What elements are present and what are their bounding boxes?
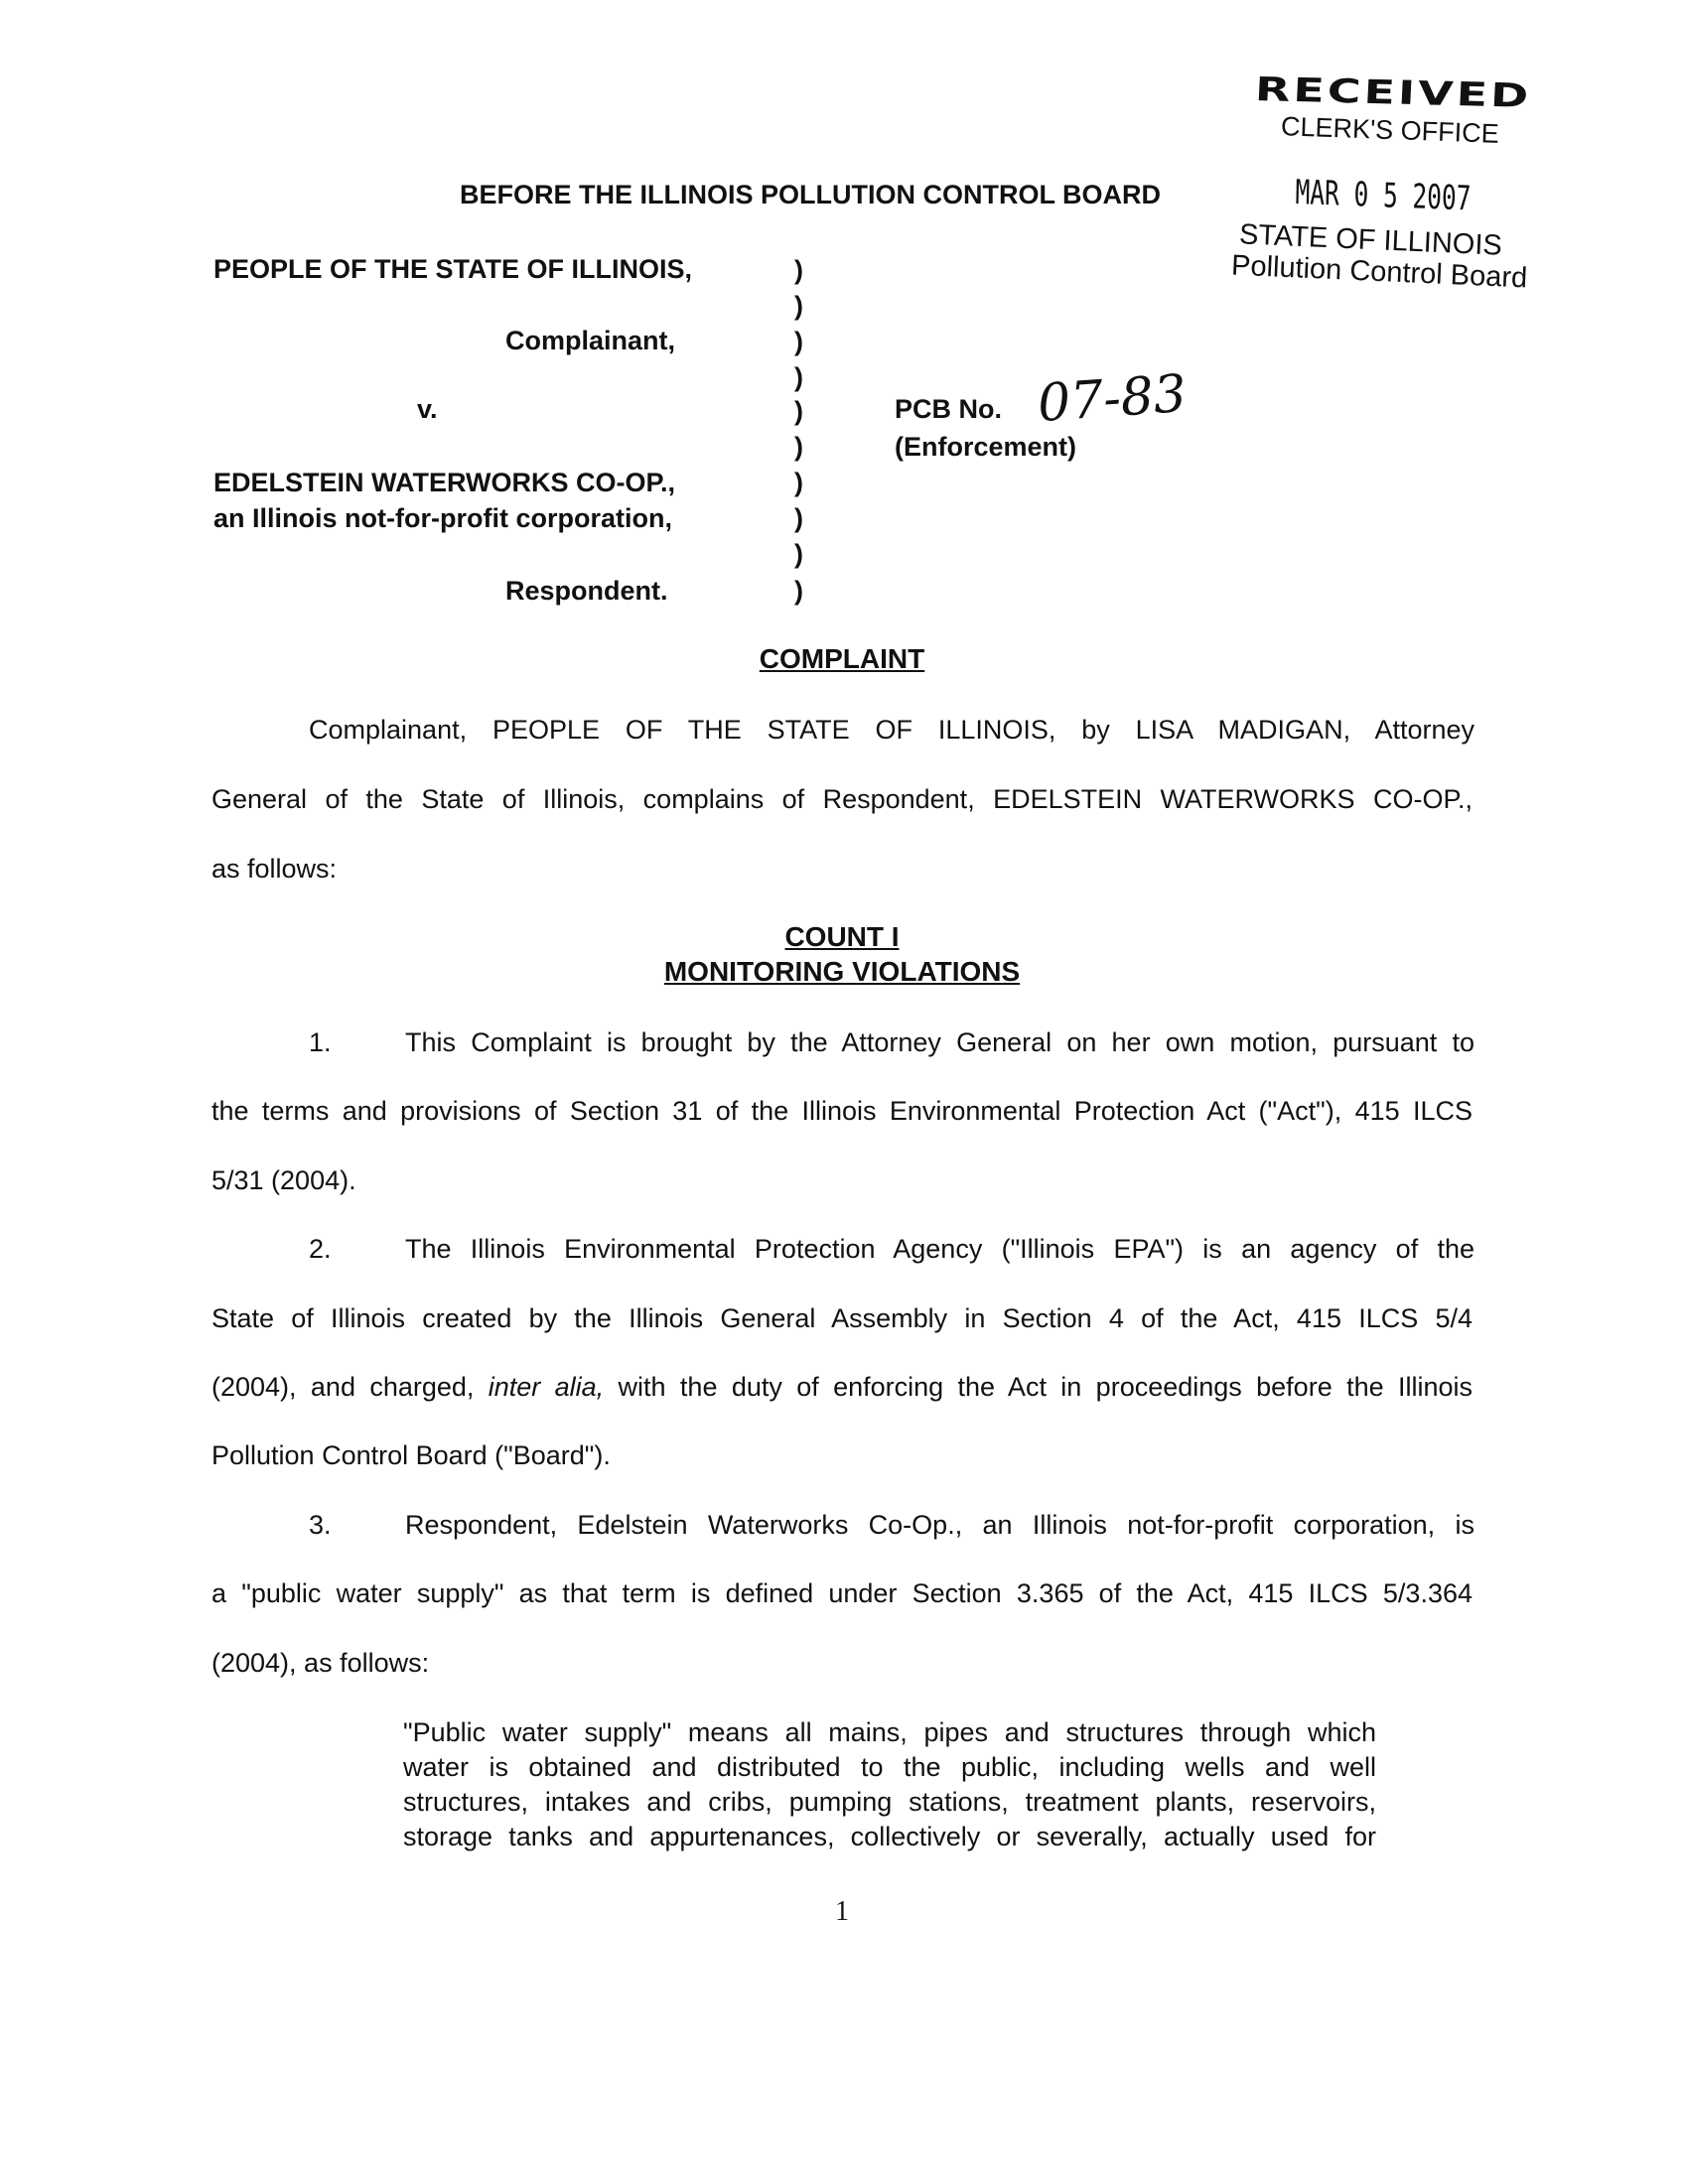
quote-line-3: structures, intakes and cribs, pumping stations, treatment plants, reservoirs, — [403, 1787, 1376, 1817]
paragraph-number: 3. — [309, 1510, 332, 1540]
caption-paren: ) — [794, 432, 803, 462]
p2-line-4: Pollution Control Board ("Board"). — [211, 1440, 611, 1470]
page-number: 1 — [835, 1896, 849, 1927]
caption-paren: ) — [794, 539, 803, 569]
respondent-name: EDELSTEIN WATERWORKS CO-OP., — [213, 468, 676, 497]
quote-line-1: "Public water supply" means all mains, pipes and structures through which — [403, 1717, 1376, 1747]
intro-line-1: Complainant, PEOPLE OF THE STATE OF ILLINOIS, by LISA MADIGAN, Attorney — [309, 715, 1474, 745]
caption-paren: ) — [794, 327, 803, 356]
p2-line-1: The Illinois Environmental Protection Agency ("Illinois EPA") is an agency of the — [405, 1234, 1474, 1264]
count-title: COUNT I — [784, 921, 900, 952]
caption-paren: ) — [794, 576, 803, 606]
caption-paren: ) — [794, 503, 803, 533]
pcb-label: PCB No. — [895, 394, 1002, 424]
p3-line-1: Respondent, Edelstein Waterworks Co-Op., an Illinois not-for-profit corporation, is — [405, 1510, 1474, 1540]
intro-line-3: as follows: — [211, 854, 338, 884]
p2-line-3-a: (2004), and charged, — [211, 1372, 489, 1402]
board-title: BEFORE THE ILLINOIS POLLUTION CONTROL BOARD — [460, 180, 1161, 209]
clerk-office-stamp: CLERK'S OFFICE — [1280, 111, 1500, 149]
p2-line-3 — [211, 1372, 1473, 1403]
complainant-label: Complainant, — [505, 326, 676, 355]
quote-line-2: water is obtained and distributed to the public, including wells and well — [403, 1752, 1376, 1782]
p1-line-2: the terms and provisions of Section 31 of the Illinois Environmental Protection Act ("Act"), 415 ILCS — [211, 1096, 1473, 1126]
count-subtitle: MONITORING VIOLATIONS — [663, 956, 1021, 987]
p1-line-1: This Complaint is brought by the Attorney General on her own motion, pursuant to — [405, 1027, 1474, 1057]
plaintiff-name: PEOPLE OF THE STATE OF ILLINOIS, — [213, 254, 693, 284]
respondent-label: Respondent. — [505, 576, 668, 606]
p2-line-2: State of Illinois created by the Illinois General Assembly in Section 4 of the Act, 415 ILCS 5/4 — [211, 1303, 1473, 1333]
pcb-number-handwritten: 07-83 — [1036, 363, 1189, 435]
p3-line-2: a "public water supply" as that term is defined under Section 3.365 of the Act, 415 ILCS 5/3.364 — [211, 1578, 1473, 1608]
stamp-state: STATE OF ILLINOIS — [1238, 218, 1503, 262]
p3-line-3: (2004), as follows: — [211, 1648, 430, 1678]
received-stamp: RECEIVED — [1254, 69, 1533, 115]
caption-paren: ) — [794, 468, 803, 497]
caption-paren: ) — [794, 255, 803, 285]
caption-paren: ) — [794, 362, 803, 392]
paragraph-number: 1. — [309, 1027, 332, 1057]
respondent-description: an Illinois not-for-profit corporation, — [213, 503, 672, 533]
stamp-date: MAR 0 5 2007 — [1295, 173, 1472, 219]
complaint-title: COMPLAINT — [759, 643, 925, 674]
latin-term: inter alia, — [488, 1372, 605, 1402]
enforcement-label: (Enforcement) — [895, 432, 1077, 462]
versus-label: v. — [417, 394, 438, 424]
intro-line-2: General of the State of Illinois, complains of Respondent, EDELSTEIN WATERWORKS CO-OP., — [211, 784, 1473, 814]
stamp-board: Pollution Control Board — [1230, 249, 1528, 295]
caption-paren: ) — [794, 396, 803, 426]
p2-line-3-b: with the duty of enforcing the Act in proceedings before the Illinois — [604, 1372, 1473, 1402]
caption-paren: ) — [794, 291, 803, 321]
quote-line-4: storage tanks and appurtenances, collectively or severally, actually used for — [403, 1822, 1376, 1851]
p1-line-3: 5/31 (2004). — [211, 1165, 356, 1195]
paragraph-number: 2. — [309, 1234, 332, 1264]
